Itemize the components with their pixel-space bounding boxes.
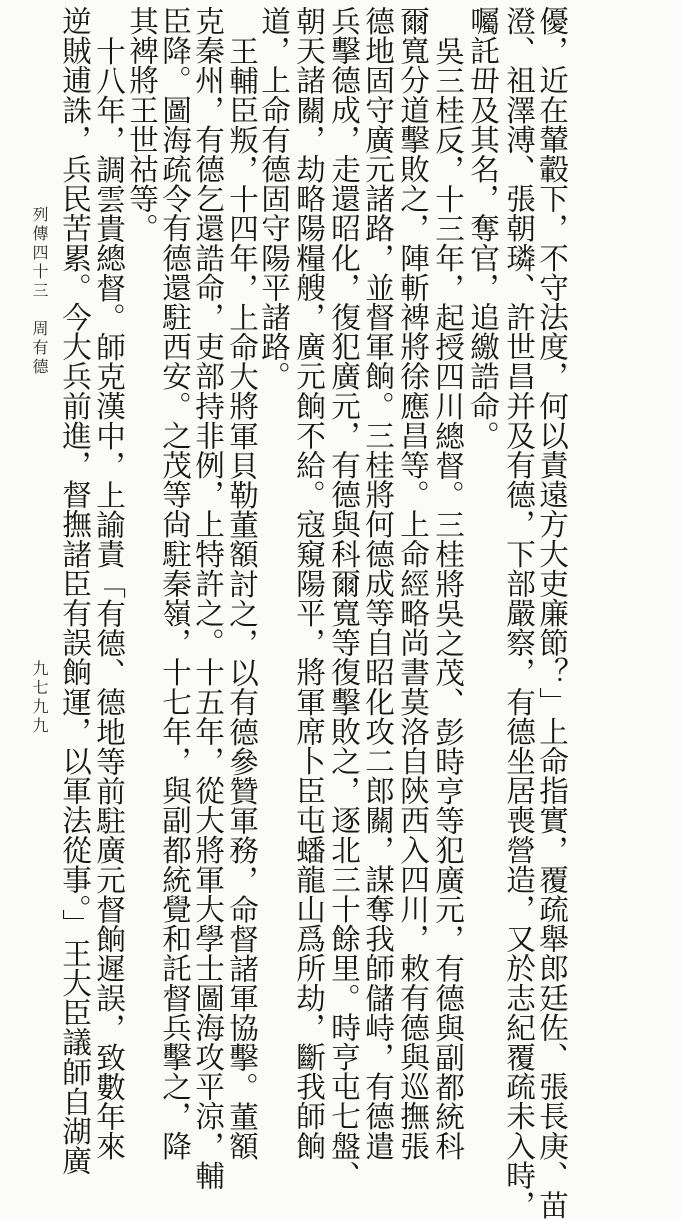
text-column-8: 朝天諸關，劫略陽糧艘，廣元餉不給。寇窺陽平，將軍席卜臣屯蟠龍山爲所劫，斷我師餉 bbox=[292, 6, 326, 1161]
text-column-12: 臣降。圖海疏令有德還駐西安。之茂等尙駐秦嶺，十七年，與副都統覺和託督兵擊之，降 bbox=[158, 6, 192, 1161]
page-number: 九七九九 bbox=[30, 660, 49, 736]
text-column-7: 兵擊德成，走還昭化，復犯廣元，有德與科爾寬等復擊敗之，逐北三十餘里。時亨屯七盤、 bbox=[327, 6, 361, 1190]
running-title: 列傳四十三 周有德 bbox=[30, 206, 49, 377]
text-column-6: 德地固守廣元諸路，並督軍餉。三桂將何德成等自昭化攻二郎關，謀奪我師儲峙，有德遣 bbox=[361, 6, 395, 1161]
text-column-10: 王輔臣叛，十四年，上命大將軍貝勒董額討之，以有德參贊軍務，命督諸軍協擊。董額 bbox=[225, 36, 259, 1161]
text-column-9: 道，上命有德固守陽平諸路。 bbox=[257, 6, 291, 391]
text-column-14: 十八年，調雲貴總督。師克漢中，上諭責「有德、德地等前駐廣元督餉遲誤，致數年來 bbox=[92, 36, 126, 1161]
text-column-2: 澄、祖澤溥、張朝璘、許世昌并及有德，下部嚴察，有德坐居喪營造，又於志紀覆疏未入時， bbox=[502, 6, 536, 1220]
text-column-11: 克秦州，有德乞還誥命，吏部持非例，上特許之。十五年，從大將軍大學士圖海攻平涼，輔 bbox=[191, 6, 225, 1190]
text-column-3: 囑託毌及其名，奪官，追繳誥命。 bbox=[466, 6, 500, 450]
text-column-13: 其裨將王世祜等。 bbox=[125, 6, 159, 243]
text-column-1: 優，近在輦轂下，不守法度，何以責遠方大吏廉節？」上命指實，覆疏舉郎廷佐、張長庚、苗 bbox=[535, 6, 569, 1220]
text-column-15: 逆賊逋誅，兵民苦累。今大兵前進，督撫諸臣有誤餉運，以軍法從事。」王大臣議師自湖廣 bbox=[58, 6, 92, 1176]
text-column-4: 吳三桂反，十三年，起授四川總督。三桂將吳之茂、彭時亨等犯廣元，有德與副都統科 bbox=[431, 36, 465, 1161]
text-column-5: 爾寬分道擊敗之，陣斬裨將徐應昌等。上命經略尚書莫洛自陝西入四川，敕有德與巡撫張 bbox=[396, 6, 430, 1161]
